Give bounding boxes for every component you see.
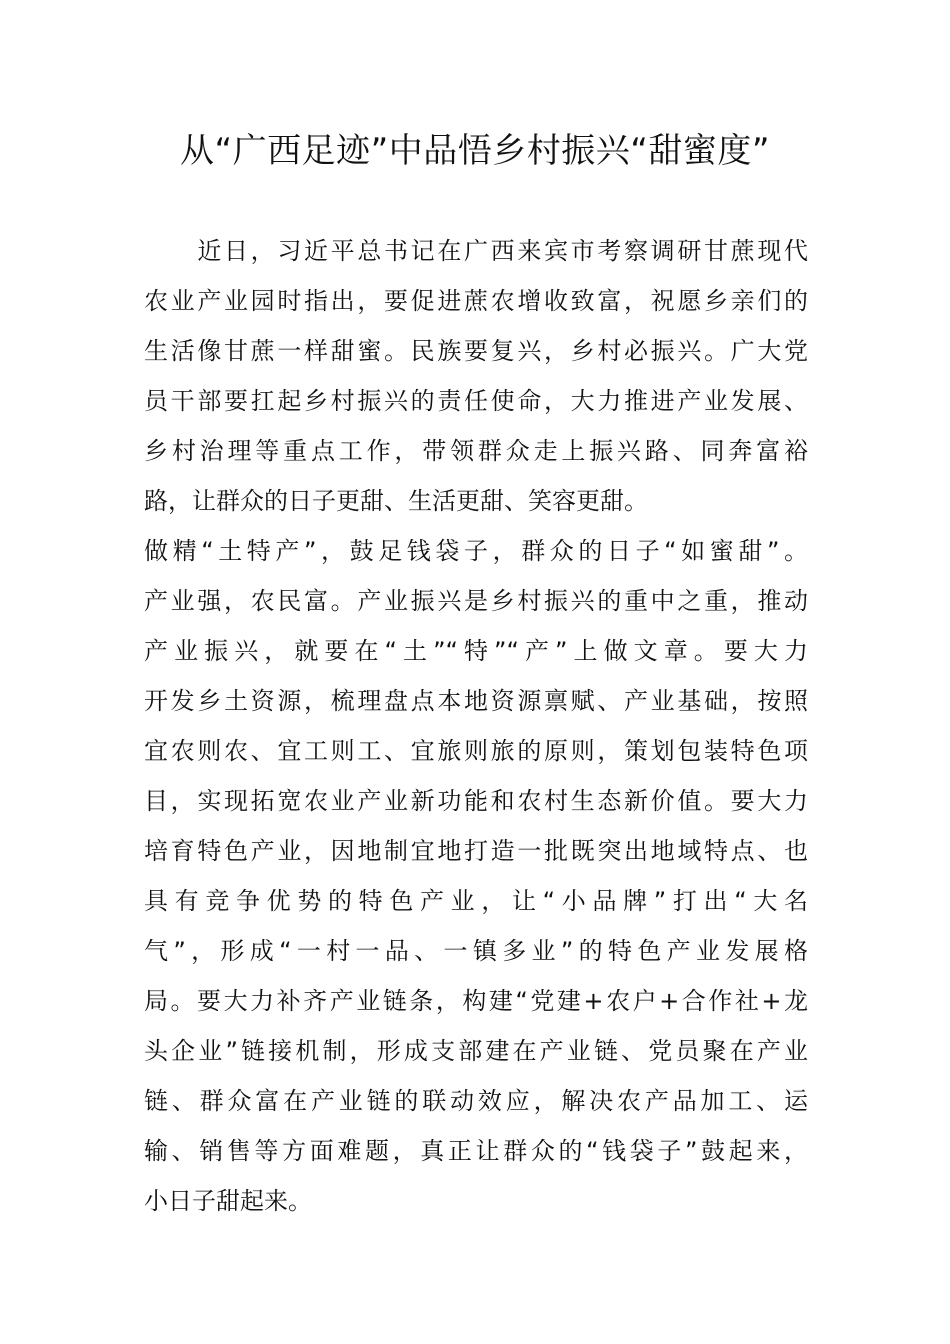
text-line: 做精“土特产”，鼓足钱袋子，群众的日子“如蜜甜”。 <box>144 537 808 565</box>
text-line: 乡村治理等重点工作，带领群众走上振兴路、同奔富裕 <box>144 437 808 465</box>
text-line: 开发乡土资源，梳理盘点本地资源禀赋、产业基础，按照 <box>144 687 808 715</box>
text-line: 气”，形成“一村一品、一镇多业”的特色产业发展格 <box>144 937 808 965</box>
text-line: 链、群众富在产业链的联动效应，解决农产品加工、运 <box>144 1087 808 1115</box>
text-line: 近日，习近平总书记在广西来宾市考察调研甘蔗现代 <box>144 237 808 265</box>
text-line: 员干部要扛起乡村振兴的责任使命，大力推进产业发展、 <box>144 387 808 415</box>
text-line: 小日子甜起来。 <box>144 1187 312 1215</box>
text-line: 培育特色产业，因地制宜地打造一批既突出地域特点、也 <box>144 837 808 865</box>
text-line: 具有竞争优势的特色产业，让“小品牌”打出“大名 <box>144 887 808 915</box>
text-line: 宜农则农、宜工则工、宜旅则旅的原则，策划包装特色项 <box>144 737 808 765</box>
text-line: 路，让群众的日子更甜、生活更甜、笑容更甜。 <box>144 487 648 515</box>
text-line: 输、销售等方面难题，真正让群众的“钱袋子”鼓起来， <box>144 1137 808 1165</box>
document-title: 从“广西足迹”中品悟乡村振兴“甜蜜度” <box>180 131 770 171</box>
text-line: 生活像甘蔗一样甜蜜。民族要复兴，乡村必振兴。广大党 <box>144 337 808 365</box>
text-line: 目，实现拓宽农业产业新功能和农村生态新价值。要大力 <box>144 787 808 815</box>
text-line: 局。要大力补齐产业链条，构建“党建+农户+合作社+龙 <box>144 987 808 1015</box>
text-line: 农业产业园时指出，要促进蔗农增收致富，祝愿乡亲们的 <box>144 287 808 315</box>
text-line: 产业强，农民富。产业振兴是乡村振兴的重中之重，推动 <box>144 587 808 615</box>
text-line: 头企业”链接机制，形成支部建在产业链、党员聚在产业 <box>144 1037 808 1065</box>
text-line: 产业振兴，就要在“土”“特”“产”上做文章。要大力 <box>144 637 808 665</box>
